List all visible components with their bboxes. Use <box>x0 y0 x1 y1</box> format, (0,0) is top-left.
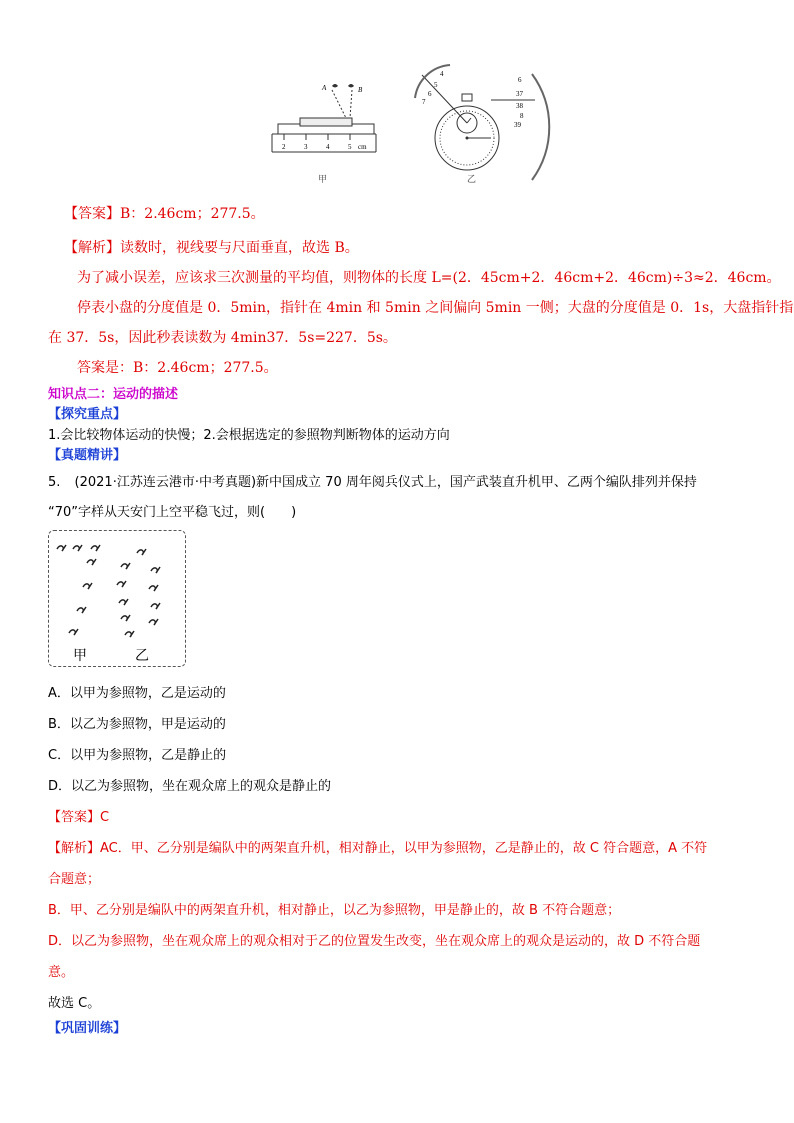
large-dial-number: 6 <box>518 76 522 84</box>
ruler-tick-label: 4 <box>326 143 330 151</box>
consolidation-tag: 【巩固训练】 <box>48 1021 127 1036</box>
q5-analysis-line-1 <box>48 837 707 856</box>
option-d: D．以乙为参照物，坐在观众席上的观众是静止的 <box>48 779 332 794</box>
large-dial-number: 38 <box>516 102 523 110</box>
explore-tag: 【探究重点】 <box>48 407 127 422</box>
helicopter-formation-figure <box>48 530 186 667</box>
ruler-tick-label: 3 <box>304 143 308 151</box>
figure-caption-left: 甲 <box>318 174 328 184</box>
analysis-line-3: 停表小盘的分度值是 0．5min，指针在 4min 和 5min 之间偏向 5min 一侧；大盘的分度值是 0．1s，大盘指针指 <box>77 300 794 316</box>
question-number: 5. <box>48 475 61 490</box>
eye-label-a: A <box>322 84 327 92</box>
question-stem: (2021·江苏连云港市·中考真题)新中国成立 70 周年阅兵仪式上，国产武装直升机甲、乙两个编队排列并保持 <box>74 475 697 490</box>
analysis-line-4: 在 37．5s，因此秒表读数为 4min37．5s=227．5s。 <box>48 330 397 346</box>
small-dial-number: 4 <box>440 70 444 78</box>
knowledge-point-heading: 知识点二：运动的描述 <box>48 387 179 402</box>
stopwatch-center <box>466 137 469 140</box>
question-5-stem-line-1 <box>48 471 697 490</box>
eye-label-b: B <box>358 86 363 94</box>
q5-analysis-line-3: B．甲、乙分别是编队中的两架直升机，相对静止，以乙为参照物，甲是静止的，故 B 不符合题意； <box>48 903 621 918</box>
q5-analysis-line-2: 合题意； <box>48 872 101 887</box>
q5-analysis-line-5: 意。 <box>48 965 75 980</box>
q5-answer-line <box>48 806 109 825</box>
ruler-tick-label: 5 <box>348 143 352 151</box>
eye-icon <box>332 84 354 88</box>
q5-answer-tag: 【答案】 <box>48 810 101 825</box>
ruler-tick-label: 2 <box>282 143 286 151</box>
q5-analysis-line-4: D．以乙为参照物，坐在观众席上的观众相对于乙的位置发生改变，坐在观众席上的观众是运动的，故 D 不符合题 <box>48 934 701 949</box>
small-dial-number: 6 <box>428 90 432 98</box>
q5-answer-value: C <box>100 810 110 825</box>
measurement-figure <box>270 60 560 190</box>
formation-label-jia: 甲 <box>73 648 87 664</box>
analysis-text: 读数时，视线要与尺面垂直，故选 B。 <box>120 240 359 256</box>
answer-text: B：2.46cm；277.5。 <box>120 206 265 222</box>
figure-caption-right: 乙 <box>467 174 477 184</box>
q5-conclusion: 故选 C。 <box>48 996 101 1011</box>
ruler-unit-label: cm <box>358 143 367 151</box>
option-c: C．以甲为参照物，乙是静止的 <box>48 748 227 763</box>
answer-line <box>64 203 265 223</box>
large-dial-number: 39 <box>514 121 521 129</box>
option-b: B．以乙为参照物，甲是运动的 <box>48 717 226 732</box>
large-dial-number: 37 <box>516 90 523 98</box>
formation-label-yi: 乙 <box>135 648 149 664</box>
question-5-stem-line-2: “70”字样从天安门上空平稳飞过，则( ) <box>48 505 297 520</box>
analysis-tag: 【解析】 <box>64 240 120 256</box>
option-a: A．以甲为参照物，乙是运动的 <box>48 686 226 701</box>
real-question-tag: 【真题精讲】 <box>48 448 127 463</box>
large-dial-number: 8 <box>520 112 524 120</box>
small-dial-number: 7 <box>422 98 426 106</box>
q5-analysis-text: AC．甲、乙分别是编队中的两架直升机，相对静止，以甲为参照物，乙是静止的，故 C 符合题意，A 不符 <box>100 841 708 856</box>
analysis-line-2: 为了减小误差，应该求三次测量的平均值，则物体的长度 L=(2．45cm+2．46cm+2．46cm)÷3≈2．46cm。 <box>77 270 781 286</box>
explore-text: 1.会比较物体运动的快慢；2.会根据选定的参照物判断物体的运动方向 <box>48 428 450 443</box>
answer-tag: 【答案】 <box>64 206 120 222</box>
answer-repeat: 答案是：B：2.46cm；277.5。 <box>77 360 278 376</box>
helicopter-icon <box>57 545 160 637</box>
analysis-line-1 <box>64 237 359 257</box>
small-dial-number: 5 <box>434 81 438 89</box>
q5-analysis-tag: 【解析】 <box>48 841 101 856</box>
